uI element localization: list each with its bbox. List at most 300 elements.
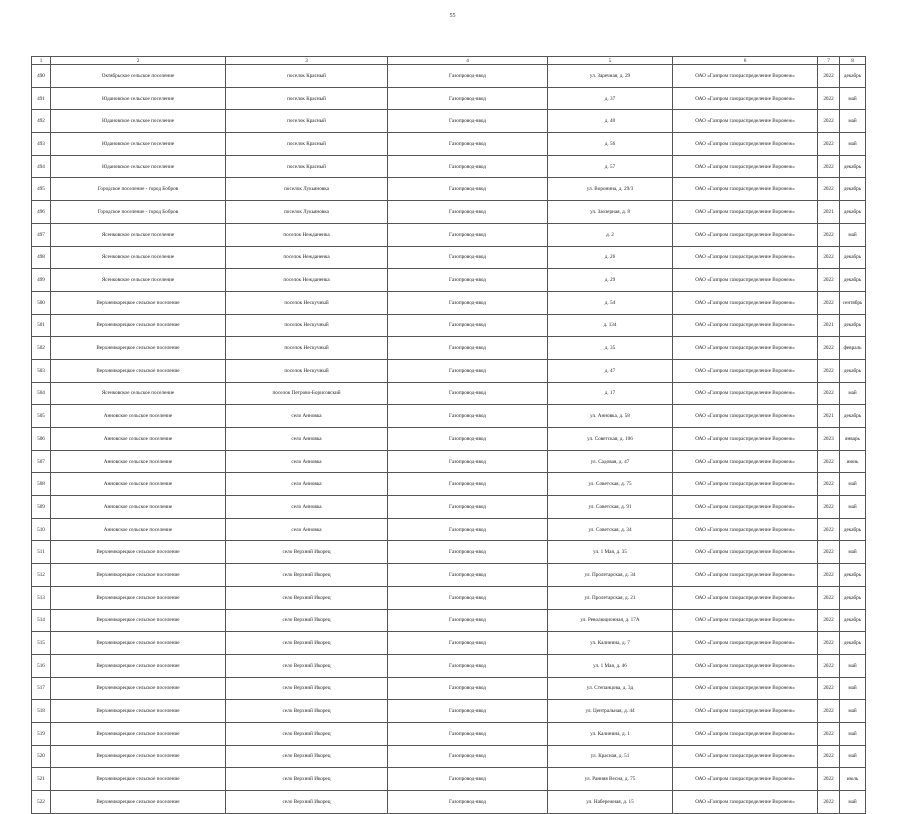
address-cell: ул. Садовая, д. 47: [548, 450, 673, 473]
settlement-cell: Верхнеикорецкое сельское поселение: [51, 632, 226, 655]
address-cell: ул. Красная, д. 51: [548, 745, 673, 768]
table-row: [32, 564, 866, 587]
table-row: [32, 654, 866, 677]
settlement-cell: Верхнеикорецкое сельское поселение: [51, 791, 226, 814]
operator-cell: ОАО «Газпром газораспределение Воронеж»: [673, 722, 818, 745]
year-cell: 2022: [818, 269, 840, 292]
object-type-cell: Газопровод-ввод: [388, 382, 548, 405]
settlement-cell: Ясенковское сельское поселение: [51, 246, 226, 269]
operator-cell: ОАО «Газпром газораспределение Воронеж»: [673, 246, 818, 269]
table-row: [32, 291, 866, 314]
year-cell: 2022: [818, 745, 840, 768]
table-row: [32, 314, 866, 337]
row-number-cell: 517: [32, 677, 51, 700]
table-row: [32, 223, 866, 246]
settlement-cell: Городское поселение - город Бобров: [51, 201, 226, 224]
object-type-cell: Газопровод-ввод: [388, 518, 548, 541]
operator-cell: ОАО «Газпром газораспределение Воронеж»: [673, 382, 818, 405]
object-type-cell: Газопровод-ввод: [388, 405, 548, 428]
settlement-cell: Верхнеикорецкое сельское поселение: [51, 609, 226, 632]
header-col-4: 4: [388, 57, 548, 65]
settlement-cell: Ясенковское сельское поселение: [51, 382, 226, 405]
settlement-cell: Юдановское сельское поселение: [51, 133, 226, 156]
address-cell: д. 47: [548, 359, 673, 382]
operator-cell: ОАО «Газпром газораспределение Воронеж»: [673, 359, 818, 382]
address-cell: д. 57: [548, 155, 673, 178]
row-number-cell: 512: [32, 564, 51, 587]
locality-cell: село Анновка: [226, 496, 388, 519]
address-cell: д. 56: [548, 133, 673, 156]
year-cell: 2022: [818, 654, 840, 677]
header-col-3: 3: [226, 57, 388, 65]
table-row: [32, 791, 866, 814]
object-type-cell: Газопровод-ввод: [388, 450, 548, 473]
operator-cell: ОАО «Газпром газораспределение Воронеж»: [673, 654, 818, 677]
page-number: 55: [449, 13, 456, 19]
month-cell: май: [840, 745, 866, 768]
object-type-cell: Газопровод-ввод: [388, 564, 548, 587]
row-number-cell: 503: [32, 359, 51, 382]
row-number-cell: 520: [32, 745, 51, 768]
locality-cell: село Верхний Икорец: [226, 700, 388, 723]
gas-connection-table: [31, 56, 866, 814]
header-col-7: 7: [818, 57, 840, 65]
object-type-cell: Газопровод-ввод: [388, 768, 548, 791]
locality-cell: село Верхний Икорец: [226, 745, 388, 768]
table-row: [32, 178, 866, 201]
row-number-cell: 491: [32, 87, 51, 110]
table-row: [32, 518, 866, 541]
table-row: [32, 201, 866, 224]
header-row: [32, 57, 866, 65]
settlement-cell: Ясенковское сельское поселение: [51, 269, 226, 292]
address-cell: ул. Степанцова, д. 3д: [548, 677, 673, 700]
operator-cell: ОАО «Газпром газораспределение Воронеж»: [673, 223, 818, 246]
month-cell: май: [840, 223, 866, 246]
locality-cell: поселок Красный: [226, 110, 388, 133]
operator-cell: ОАО «Газпром газораспределение Воронеж»: [673, 700, 818, 723]
year-cell: 2022: [818, 632, 840, 655]
address-cell: ул. 1 Мая, д. 46: [548, 654, 673, 677]
month-cell: декабрь: [840, 564, 866, 587]
settlement-cell: Верхнеикорецкое сельское поселение: [51, 768, 226, 791]
address-cell: ул. Советская, д. 34: [548, 518, 673, 541]
address-cell: ул. Анновка, д. 58: [548, 405, 673, 428]
year-cell: 2022: [818, 768, 840, 791]
row-number-cell: 494: [32, 155, 51, 178]
row-number-cell: 518: [32, 700, 51, 723]
settlement-cell: Ясенковское сельское поселение: [51, 223, 226, 246]
address-cell: ул. Советская, д. 91: [548, 496, 673, 519]
month-cell: май: [840, 110, 866, 133]
row-number-cell: 490: [32, 65, 51, 88]
operator-cell: ОАО «Газпром газораспределение Воронеж»: [673, 428, 818, 451]
locality-cell: село Верхний Икорец: [226, 768, 388, 791]
year-cell: 2022: [818, 564, 840, 587]
year-cell: 2022: [818, 586, 840, 609]
address-cell: ул. Пролетарская, д. 21: [548, 586, 673, 609]
operator-cell: ОАО «Газпром газораспределение Воронеж»: [673, 496, 818, 519]
table-header: [32, 57, 866, 65]
operator-cell: ОАО «Газпром газораспределение Воронеж»: [673, 133, 818, 156]
address-cell: ул. Заречная, д. 29: [548, 65, 673, 88]
table-row: [32, 496, 866, 519]
table-row: [32, 65, 866, 88]
row-number-cell: 502: [32, 337, 51, 360]
month-cell: декабрь: [840, 178, 866, 201]
table-row: [32, 428, 866, 451]
address-cell: ул. Ранняя Весна, д. 75: [548, 768, 673, 791]
operator-cell: ОАО «Газпром газораспределение Воронеж»: [673, 791, 818, 814]
year-cell: 2022: [818, 155, 840, 178]
table-row: [32, 473, 866, 496]
address-cell: ул. Набережная, д. 15: [548, 791, 673, 814]
table-body: [32, 65, 866, 814]
table-row: [32, 246, 866, 269]
locality-cell: село Верхний Икорец: [226, 722, 388, 745]
locality-cell: село Верхний Икорец: [226, 541, 388, 564]
locality-cell: село Анновка: [226, 473, 388, 496]
year-cell: 2022: [818, 246, 840, 269]
table-row: [32, 677, 866, 700]
locality-cell: село Верхний Икорец: [226, 632, 388, 655]
object-type-cell: Газопровод-ввод: [388, 654, 548, 677]
address-cell: д. 35: [548, 337, 673, 360]
row-number-cell: 500: [32, 291, 51, 314]
year-cell: 2023: [818, 428, 840, 451]
address-cell: д. 2: [548, 223, 673, 246]
locality-cell: поселок Нежданенка: [226, 246, 388, 269]
year-cell: 2022: [818, 359, 840, 382]
month-cell: декабрь: [840, 586, 866, 609]
object-type-cell: Газопровод-ввод: [388, 541, 548, 564]
month-cell: декабрь: [840, 155, 866, 178]
table-row: [32, 541, 866, 564]
table-row: [32, 632, 866, 655]
month-cell: май: [840, 541, 866, 564]
object-type-cell: Газопровод-ввод: [388, 87, 548, 110]
settlement-cell: Анновское сельское поселение: [51, 518, 226, 541]
locality-cell: поселок Нескучный: [226, 314, 388, 337]
month-cell: декабрь: [840, 314, 866, 337]
settlement-cell: Верхнеикорецкое сельское поселение: [51, 337, 226, 360]
row-number-cell: 498: [32, 246, 51, 269]
locality-cell: поселок Нескучный: [226, 337, 388, 360]
row-number-cell: 505: [32, 405, 51, 428]
object-type-cell: Газопровод-ввод: [388, 677, 548, 700]
year-cell: 2022: [818, 677, 840, 700]
settlement-cell: Октябрьское сельское поселение: [51, 65, 226, 88]
year-cell: 2022: [818, 223, 840, 246]
row-number-cell: 521: [32, 768, 51, 791]
year-cell: 2022: [818, 496, 840, 519]
operator-cell: ОАО «Газпром газораспределение Воронеж»: [673, 609, 818, 632]
operator-cell: ОАО «Газпром газораспределение Воронеж»: [673, 586, 818, 609]
year-cell: 2022: [818, 178, 840, 201]
locality-cell: село Анновка: [226, 518, 388, 541]
year-cell: 2022: [818, 382, 840, 405]
year-cell: 2022: [818, 791, 840, 814]
row-number-cell: 510: [32, 518, 51, 541]
locality-cell: поселок Красный: [226, 133, 388, 156]
table-row: [32, 405, 866, 428]
row-number-cell: 509: [32, 496, 51, 519]
row-number-cell: 493: [32, 133, 51, 156]
month-cell: май: [840, 496, 866, 519]
locality-cell: поселок Красный: [226, 155, 388, 178]
address-cell: ул. Центральная, д. 44: [548, 700, 673, 723]
year-cell: 2022: [818, 518, 840, 541]
month-cell: май: [840, 87, 866, 110]
header-col-2: 2: [51, 57, 226, 65]
table-row: [32, 110, 866, 133]
object-type-cell: Газопровод-ввод: [388, 178, 548, 201]
locality-cell: поселок Красный: [226, 65, 388, 88]
object-type-cell: Газопровод-ввод: [388, 201, 548, 224]
object-type-cell: Газопровод-ввод: [388, 314, 548, 337]
operator-cell: ОАО «Газпром газораспределение Воронеж»: [673, 155, 818, 178]
address-cell: д. 54: [548, 291, 673, 314]
address-cell: ул. Калинина, д. 7: [548, 632, 673, 655]
address-cell: ул. Калинина, д. 1: [548, 722, 673, 745]
object-type-cell: Газопровод-ввод: [388, 337, 548, 360]
operator-cell: ОАО «Газпром газораспределение Воронеж»: [673, 269, 818, 292]
operator-cell: ОАО «Газпром газораспределение Воронеж»: [673, 87, 818, 110]
row-number-cell: 522: [32, 791, 51, 814]
header-col-5: 5: [548, 57, 673, 65]
settlement-cell: Анновское сельское поселение: [51, 473, 226, 496]
locality-cell: поселок Нежданенка: [226, 269, 388, 292]
month-cell: декабрь: [840, 65, 866, 88]
year-cell: 2022: [818, 541, 840, 564]
locality-cell: поселок Красный: [226, 87, 388, 110]
row-number-cell: 511: [32, 541, 51, 564]
row-number-cell: 516: [32, 654, 51, 677]
settlement-cell: Верхнеикорецкое сельское поселение: [51, 564, 226, 587]
address-cell: д. 26: [548, 246, 673, 269]
operator-cell: ОАО «Газпром газораспределение Воронеж»: [673, 564, 818, 587]
locality-cell: поселок Лукьяновка: [226, 201, 388, 224]
settlement-cell: Юдановское сельское поселение: [51, 87, 226, 110]
object-type-cell: Газопровод-ввод: [388, 155, 548, 178]
locality-cell: село Верхний Икорец: [226, 791, 388, 814]
locality-cell: поселок Нескучный: [226, 291, 388, 314]
locality-cell: поселок Нескучный: [226, 359, 388, 382]
object-type-cell: Газопровод-ввод: [388, 65, 548, 88]
address-cell: д. 37: [548, 87, 673, 110]
row-number-cell: 507: [32, 450, 51, 473]
row-number-cell: 519: [32, 722, 51, 745]
object-type-cell: Газопровод-ввод: [388, 246, 548, 269]
row-number-cell: 513: [32, 586, 51, 609]
row-number-cell: 514: [32, 609, 51, 632]
address-cell: ул. Советская, д. 75: [548, 473, 673, 496]
locality-cell: село Верхний Икорец: [226, 654, 388, 677]
settlement-cell: Верхнеикорецкое сельское поселение: [51, 722, 226, 745]
locality-cell: село Верхний Икорец: [226, 609, 388, 632]
object-type-cell: Газопровод-ввод: [388, 722, 548, 745]
row-number-cell: 515: [32, 632, 51, 655]
table-row: [32, 700, 866, 723]
year-cell: 2021: [818, 405, 840, 428]
operator-cell: ОАО «Газпром газораспределение Воронеж»: [673, 541, 818, 564]
settlement-cell: Анновское сельское поселение: [51, 450, 226, 473]
locality-cell: поселок Нежданенка: [226, 223, 388, 246]
operator-cell: ОАО «Газпром газораспределение Воронеж»: [673, 405, 818, 428]
row-number-cell: 504: [32, 382, 51, 405]
header-col-8: 8: [840, 57, 866, 65]
operator-cell: ОАО «Газпром газораспределение Воронеж»: [673, 632, 818, 655]
table-row: [32, 586, 866, 609]
year-cell: 2022: [818, 87, 840, 110]
object-type-cell: Газопровод-ввод: [388, 291, 548, 314]
object-type-cell: Газопровод-ввод: [388, 359, 548, 382]
locality-cell: село Анновка: [226, 428, 388, 451]
month-cell: июнь: [840, 450, 866, 473]
operator-cell: ОАО «Газпром газораспределение Воронеж»: [673, 65, 818, 88]
object-type-cell: Газопровод-ввод: [388, 428, 548, 451]
month-cell: май: [840, 382, 866, 405]
row-number-cell: 497: [32, 223, 51, 246]
operator-cell: ОАО «Газпром газораспределение Воронеж»: [673, 473, 818, 496]
settlement-cell: Юдановское сельское поселение: [51, 110, 226, 133]
operator-cell: ОАО «Газпром газораспределение Воронеж»: [673, 768, 818, 791]
locality-cell: поселок Лукьяновка: [226, 178, 388, 201]
year-cell: 2022: [818, 133, 840, 156]
table-row: [32, 382, 866, 405]
settlement-cell: Верхнеикорецкое сельское поселение: [51, 654, 226, 677]
year-cell: 2021: [818, 314, 840, 337]
operator-cell: ОАО «Газпром газораспределение Воронеж»: [673, 337, 818, 360]
operator-cell: ОАО «Газпром газораспределение Воронеж»: [673, 110, 818, 133]
year-cell: 2022: [818, 291, 840, 314]
locality-cell: село Анновка: [226, 450, 388, 473]
address-cell: ул. Заозерная, д. 8: [548, 201, 673, 224]
header-col-1: 1: [32, 57, 51, 65]
settlement-cell: Верхнеикорецкое сельское поселение: [51, 291, 226, 314]
month-cell: сентябрь: [840, 291, 866, 314]
row-number-cell: 495: [32, 178, 51, 201]
year-cell: 2022: [818, 450, 840, 473]
object-type-cell: Газопровод-ввод: [388, 269, 548, 292]
locality-cell: село Анновка: [226, 405, 388, 428]
settlement-cell: Верхнеикорецкое сельское поселение: [51, 745, 226, 768]
object-type-cell: Газопровод-ввод: [388, 632, 548, 655]
row-number-cell: 506: [32, 428, 51, 451]
month-cell: декабрь: [840, 518, 866, 541]
settlement-cell: Верхнеикорецкое сельское поселение: [51, 586, 226, 609]
month-cell: май: [840, 677, 866, 700]
address-cell: ул. 1 Мая, д. 35: [548, 541, 673, 564]
year-cell: 2022: [818, 609, 840, 632]
row-number-cell: 508: [32, 473, 51, 496]
table-row: [32, 269, 866, 292]
year-cell: 2022: [818, 473, 840, 496]
locality-cell: село Верхний Икорец: [226, 586, 388, 609]
month-cell: май: [840, 654, 866, 677]
table-row: [32, 359, 866, 382]
object-type-cell: Газопровод-ввод: [388, 791, 548, 814]
settlement-cell: Верхнеикорецкое сельское поселение: [51, 541, 226, 564]
month-cell: июль: [840, 768, 866, 791]
address-cell: ул. Пролетарская, д. 34: [548, 564, 673, 587]
operator-cell: ОАО «Газпром газораспределение Воронеж»: [673, 677, 818, 700]
table-row: [32, 87, 866, 110]
month-cell: май: [840, 700, 866, 723]
table-row: [32, 609, 866, 632]
settlement-cell: Городское поселение - город Бобров: [51, 178, 226, 201]
settlement-cell: Верхнеикорецкое сельское поселение: [51, 359, 226, 382]
table-row: [32, 722, 866, 745]
table-row: [32, 337, 866, 360]
operator-cell: ОАО «Газпром газораспределение Воронеж»: [673, 745, 818, 768]
settlement-cell: Верхнеикорецкое сельское поселение: [51, 314, 226, 337]
month-cell: декабрь: [840, 632, 866, 655]
table-row: [32, 450, 866, 473]
address-cell: ул. Воронина, д. 29/3: [548, 178, 673, 201]
row-number-cell: 496: [32, 201, 51, 224]
operator-cell: ОАО «Газпром газораспределение Воронеж»: [673, 178, 818, 201]
operator-cell: ОАО «Газпром газораспределение Воронеж»: [673, 314, 818, 337]
header-col-6: 6: [673, 57, 818, 65]
object-type-cell: Газопровод-ввод: [388, 586, 548, 609]
object-type-cell: Газопровод-ввод: [388, 223, 548, 246]
year-cell: 2022: [818, 722, 840, 745]
month-cell: декабрь: [840, 405, 866, 428]
year-cell: 2022: [818, 65, 840, 88]
month-cell: январь: [840, 428, 866, 451]
month-cell: декабрь: [840, 609, 866, 632]
month-cell: декабрь: [840, 246, 866, 269]
month-cell: декабрь: [840, 359, 866, 382]
address-cell: д. 17: [548, 382, 673, 405]
locality-cell: село Верхний Икорец: [226, 564, 388, 587]
table-row: [32, 768, 866, 791]
table-row: [32, 133, 866, 156]
settlement-cell: Анновское сельское поселение: [51, 405, 226, 428]
month-cell: май: [840, 791, 866, 814]
settlement-cell: Анновское сельское поселение: [51, 496, 226, 519]
settlement-cell: Верхнеикорецкое сельское поселение: [51, 677, 226, 700]
object-type-cell: Газопровод-ввод: [388, 110, 548, 133]
month-cell: май: [840, 473, 866, 496]
object-type-cell: Газопровод-ввод: [388, 745, 548, 768]
year-cell: 2021: [818, 201, 840, 224]
year-cell: 2022: [818, 337, 840, 360]
month-cell: май: [840, 133, 866, 156]
object-type-cell: Газопровод-ввод: [388, 473, 548, 496]
locality-cell: село Верхний Икорец: [226, 677, 388, 700]
year-cell: 2022: [818, 700, 840, 723]
table-row: [32, 155, 866, 178]
row-number-cell: 501: [32, 314, 51, 337]
row-number-cell: 492: [32, 110, 51, 133]
operator-cell: ОАО «Газпром газораспределение Воронеж»: [673, 518, 818, 541]
address-cell: д. 40: [548, 110, 673, 133]
object-type-cell: Газопровод-ввод: [388, 133, 548, 156]
operator-cell: ОАО «Газпром газораспределение Воронеж»: [673, 291, 818, 314]
row-number-cell: 499: [32, 269, 51, 292]
settlement-cell: Юдановское сельское поселение: [51, 155, 226, 178]
operator-cell: ОАО «Газпром газораспределение Воронеж»: [673, 201, 818, 224]
address-cell: д. 29: [548, 269, 673, 292]
object-type-cell: Газопровод-ввод: [388, 609, 548, 632]
object-type-cell: Газопровод-ввод: [388, 700, 548, 723]
address-cell: д. 134: [548, 314, 673, 337]
object-type-cell: Газопровод-ввод: [388, 496, 548, 519]
table-row: [32, 745, 866, 768]
month-cell: май: [840, 722, 866, 745]
